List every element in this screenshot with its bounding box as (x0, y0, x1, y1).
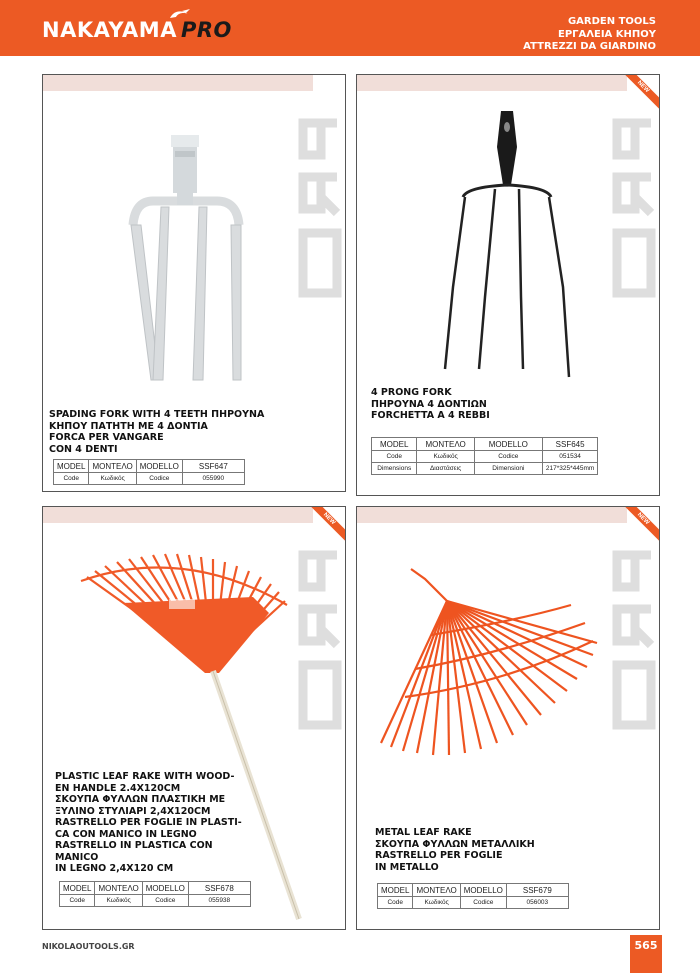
header-strip (357, 507, 627, 523)
product-card-ssf679 (356, 506, 660, 930)
new-badge: NEW (625, 75, 659, 109)
category-gr: ΕΡΓΑΛΕΙΑ ΚΗΠΟΥ (557, 28, 656, 40)
product-title: SPADING FORK WITH 4 TEETH ΠΗΡΟΥΝΑ ΚΗΠΟΥ ΠΑΤΗΤΗ ΜΕ 4 ΔΟΝΤΙΑ FORCA PER VANGARE CON 4 DENTI (49, 409, 265, 455)
header-strip (43, 507, 313, 523)
website-link[interactable]: NIKOLAOUTOOLS.GR (42, 942, 135, 951)
spec-table: MODEL ΜΟΝΤΕΛΟ MODELLO SSF647 Code Κωδικός Codice 055990 (53, 459, 245, 485)
category-heading (523, 16, 656, 54)
category-it: ATTREZZI DA GIARDINO (523, 41, 656, 52)
brand-suffix: PRO (180, 18, 232, 42)
prong-fork-image (437, 107, 577, 387)
product-card-ssf647 (42, 74, 346, 492)
product-title: PLASTIC LEAF RAKE WITH WOOD- EN HANDLE 2.4X120CM ΣΚΟΥΠΑ ΦΥΛΛΩΝ ΠΛΑΣΤΙΚΗ ΜΕ ΞΥΛΙΝΟ ΣΤΥΛΙΑΡΙ 2,4Χ120CM RASTRELLO PER FOGLIE IN PLASTI- CA CON MANICO IN LEGNO RASTRELLO IN PLASTICA CON MANICO IN LEGNO 2,4X120 CM (55, 771, 242, 874)
brand-name: NAKAYAMA (42, 18, 177, 42)
new-badge: NEW (625, 507, 659, 541)
product-card-ssf645 (356, 74, 660, 496)
spading-fork-image (113, 135, 263, 385)
brand-logo (42, 18, 232, 42)
pro-watermark (611, 547, 657, 737)
header-strip (357, 75, 627, 91)
page-header (0, 0, 700, 56)
new-badge: NEW (311, 507, 345, 541)
category-en: GARDEN TOOLS (567, 16, 656, 27)
product-title: METAL LEAF RAKE ΣΚΟΥΠΑ ΦΥΛΛΩΝ ΜΕΤΑΛΛΙΚΗ RASTRELLO PER FOGLIE IN METALLO (375, 827, 535, 873)
product-card-ssf678 (42, 506, 346, 930)
spec-table: MODEL ΜΟΝΤΕΛΟ MODELLO SSF679 Code Κωδικός Codice 056003 (377, 883, 569, 909)
product-title: 4 PRONG FORK ΠΗΡΟΥΝΑ 4 ΔΟΝΤΙΩΝ FORCHETTA A 4 REBBI (371, 387, 490, 421)
metal-rake-image (375, 565, 605, 765)
pro-watermark (611, 115, 657, 305)
header-strip (43, 75, 313, 91)
dragon-icon (168, 8, 194, 22)
pro-watermark (297, 115, 343, 305)
spec-table: MODEL ΜΟΝΤΕΛΟ MODELLO SSF645 Code Κωδικός Codice 051534 Dimensions Διαστάσεις Dimensioni 217*325*445mm (371, 437, 598, 475)
page-number: 565 (630, 935, 662, 973)
spec-table: MODEL ΜΟΝΤΕΛΟ MODELLO SSF678 Code Κωδικός Codice 055938 (59, 881, 251, 907)
